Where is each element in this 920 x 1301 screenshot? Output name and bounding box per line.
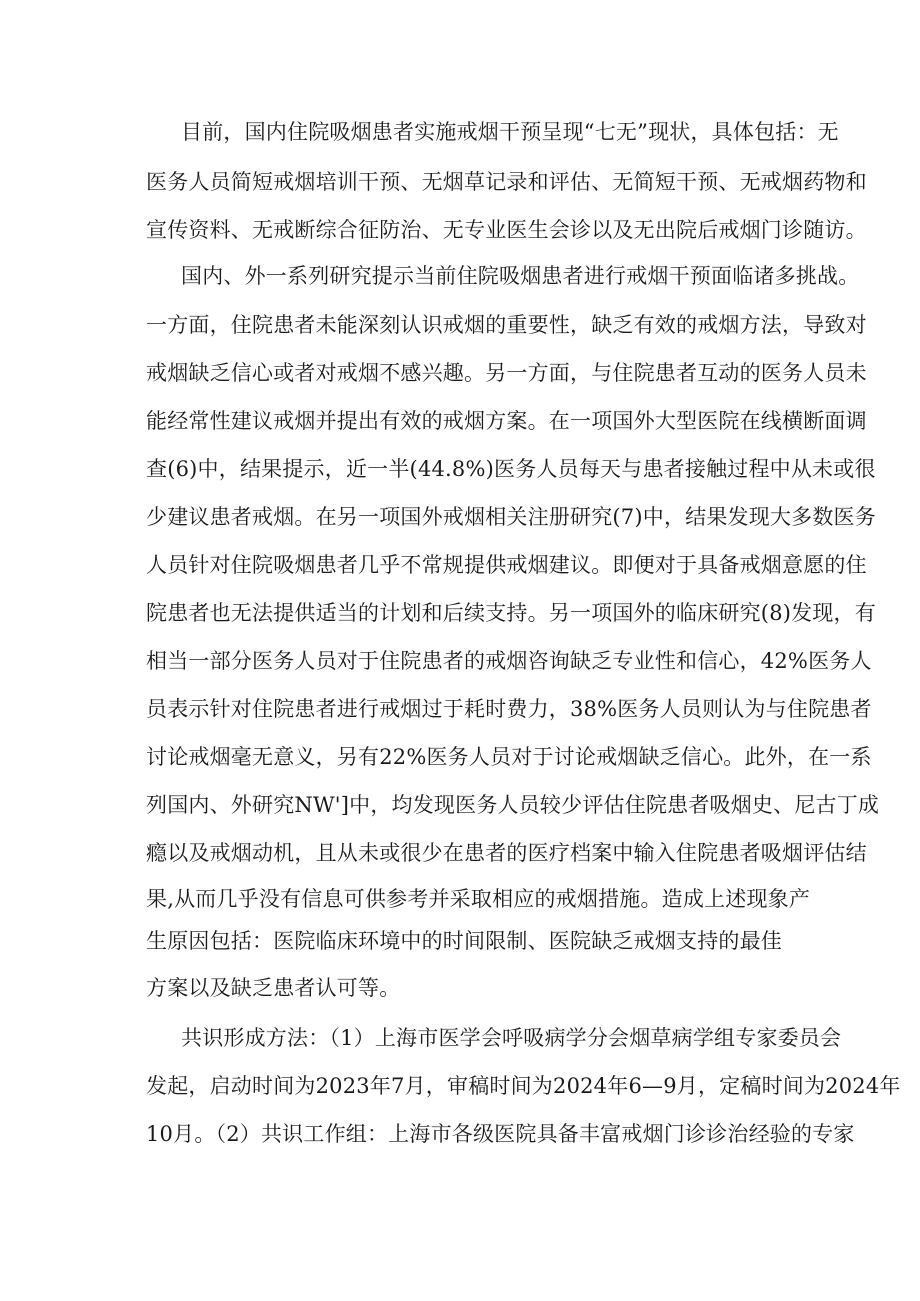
paragraph-3-line-2: 发起，启动时间为2023年7月，审稿时间为2024年6—9月，定稿时间为2024年 (146, 1074, 901, 1098)
paragraph-2-line-14: 果,从而几乎没有信息可供参考并采取相应的戒烟措施。造成上述现象产 (146, 887, 811, 911)
paragraph-2-line-3: 戒烟缺乏信心或者对戒烟不感兴趣。另一方面，与住院患者互动的医务人员未 (146, 361, 867, 385)
paragraph-2-line-8: 院患者也无法提供适当的计划和后续支持。另一项国外的临床研究(8)发现，有 (146, 601, 876, 625)
paragraph-2-line-9: 相当一部分医务人员对于住院患者的戒烟咨询缺乏专业性和信心，42%医务人 (146, 649, 872, 673)
paragraph-2-line-1: 国内、外一系列研究提示当前住院吸烟患者进行戒烟干预面临诸多挑战。 (181, 264, 860, 288)
paragraph-2-line-12: 列国内、外研究NW']中，均发现医务人员较少评估住院患者吸烟史、尼古丁成 (146, 793, 880, 817)
paragraph-2-line-16: 方案以及缺乏患者认可等。 (146, 976, 401, 1000)
paragraph-3-line-3: 10月。（2）共识工作组：上海市各级医院具备丰富戒烟门诊诊治经验的专家 (146, 1122, 855, 1146)
paragraph-3-line-1: 共识形成方法：（1）上海市医学会呼吸病学分会烟草病学组专家委员会 (181, 1026, 842, 1050)
paragraph-1-line-3: 宣传资料、无戒断综合征防治、无专业医生会诊以及无出院后戒烟门诊随访。 (146, 218, 867, 242)
paragraph-2-line-7: 人员针对住院吸烟患者几乎不常规提供戒烟建议。即便对于具备戒烟意愿的住 (146, 553, 867, 577)
paragraph-2-line-15: 生原因包括：医院临床环境中的时间限制、医院缺乏戒烟支持的最佳 (146, 929, 782, 953)
paragraph-2-line-6: 少建议患者戒烟。在另一项国外戒烟相关注册研究(7)中，结果发现大多数医务 (146, 505, 876, 529)
paragraph-2-line-5: 查(6)中，结果提示，近一半(44.8%)医务人员每天与患者接触过程中从未或很 (146, 457, 876, 481)
paragraph-1-line-1: 目前，国内住院吸烟患者实施戒烟干预呈现“七无”现状，具体包括：无 (181, 120, 839, 144)
paragraph-2-line-11: 讨论戒烟毫无意义，另有22%医务人员对于讨论戒烟缺乏信心。此外，在一系 (146, 745, 872, 769)
paragraph-2-line-10: 员表示针对住院患者进行戒烟过于耗时费力，38%医务人员则认为与住院患者 (146, 697, 872, 721)
paragraph-2-line-2: 一方面，住院患者未能深刻认识戒烟的重要性，缺乏有效的戒烟方法，导致对 (146, 313, 867, 337)
paragraph-1-line-2: 医务人员简短戒烟培训干预、无烟草记录和评估、无简短干预、无戒烟药物和 (146, 170, 867, 194)
paragraph-2-line-13: 瘾以及戒烟动机，且从未或很少在患者的医疗档案中输入住院患者吸烟评估结 (146, 841, 867, 865)
paragraph-2-line-4: 能经常性建议戒烟并提出有效的戒烟方案。在一项国外大型医院在线横断面调 (146, 409, 867, 433)
